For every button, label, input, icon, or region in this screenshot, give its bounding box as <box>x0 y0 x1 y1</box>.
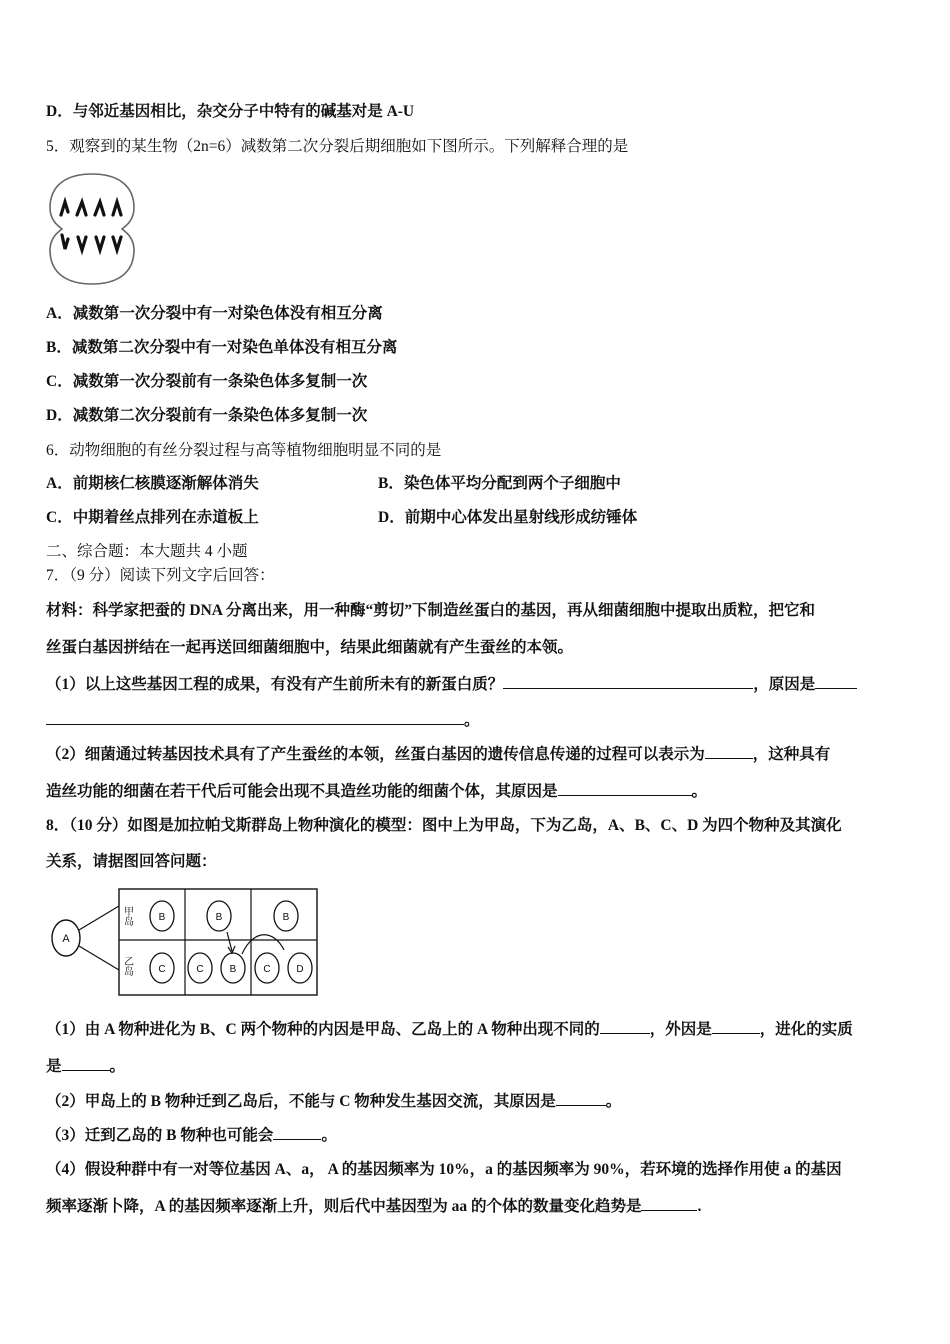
q5-option-b: B．减数第二次分裂中有一对染色单体没有相互分离 <box>46 339 398 356</box>
q6-option-a: A．前期核仁核膜逐渐解体消失 <box>46 475 259 492</box>
species-b-label: B <box>158 912 166 923</box>
q7-part1-text: （1）以上这些基因工程的成果，有没有产生前所未有的新蛋白质？ <box>46 676 504 693</box>
q7-stem: 7．（9 分）阅读下列文字后回答： <box>46 567 275 584</box>
q8-part3-end: 。 <box>321 1127 337 1144</box>
q8-part1-end: 。 <box>109 1058 126 1075</box>
q8-part1-blank1[interactable] <box>600 1019 650 1034</box>
grid-frame <box>119 889 317 995</box>
branch-to-bottom <box>79 946 119 970</box>
q8-part3-text: （3）迁到乙岛的 B 物种也可能会 <box>46 1127 274 1144</box>
species-c-label: C <box>263 964 271 975</box>
island-top-label: 甲岛 <box>121 906 133 926</box>
q6-option-b: B．染色体平均分配到两个子细胞中 <box>378 475 621 492</box>
q8-part4: （4）假设种群中有一对等位基因 A、a， A 的基因频率为 10%，a 的基因频率为 90%，若环境的选择作用使 a 的基因 <box>46 1161 842 1178</box>
q7-part2-text: （2）细菌通过转基因技术具有了产生蚕丝的本领，丝蛋白基因的遗传信息传递的过程可以表示为 <box>46 746 705 763</box>
q4-option-d: D．与邻近基因相比，杂交分子中特有的碱基对是 A-U <box>46 103 415 120</box>
species-b-label: B <box>215 912 223 923</box>
species-c-label: C <box>158 964 166 975</box>
q7-material-line2: 丝蛋白基因拼结在一起再送回细菌细胞中，结果此细菌就有产生蚕丝的本领。 <box>46 639 574 656</box>
q7-part1-blank2[interactable] <box>815 674 857 689</box>
q8-part2-text: （2）甲岛上的 B 物种迁到乙岛后，不能与 C 物种发生基因交流，其原因是 <box>46 1093 556 1110</box>
q8-part1-blank3[interactable] <box>62 1056 110 1071</box>
migration-curve <box>242 935 284 954</box>
q8-part4-cont <box>46 1196 701 1217</box>
species-b-label: B <box>229 964 237 975</box>
chromosomes-bottom <box>62 235 121 250</box>
q7-part2-end: 。 <box>691 783 708 800</box>
q8-part4-blank[interactable] <box>641 1196 697 1211</box>
q7-part1-blank3[interactable] <box>46 710 464 725</box>
q5-option-c: C．减数第一次分裂前有一条染色体多复制一次 <box>46 373 368 390</box>
chromosomes-top <box>61 202 121 215</box>
q7-part1-end: 。 <box>464 712 480 729</box>
q7-part2 <box>46 744 830 765</box>
q7-part2-cont <box>46 781 707 802</box>
q7-material-line1: 材料：科学家把蚕的 DNA 分离出来，用一种酶“剪切”下制造丝蛋白的基因，再从细菌细胞中提取出质粒，把它和 <box>46 602 815 619</box>
q6-option-c: C．中期着丝点排列在赤道板上 <box>46 509 259 526</box>
q5-option-d: D．减数第二次分裂前有一条染色体多复制一次 <box>46 407 368 424</box>
section-heading: 二、综合题：本大题共 4 小题 <box>46 543 248 560</box>
q8-part1-blank2[interactable] <box>712 1019 760 1034</box>
q6-stem: 6．动物细胞的有丝分裂过程与高等植物细胞明显不同的是 <box>46 442 442 459</box>
species-b-label: B <box>282 912 290 923</box>
q8-part3 <box>46 1125 337 1146</box>
branch-to-top <box>79 906 119 930</box>
q8-part2-end: 。 <box>605 1093 622 1110</box>
q8-part1-text: （1）由 A 物种进化为 B、C 两个物种的内因是甲岛、乙岛上的 A 物种出现不同的 <box>46 1021 600 1038</box>
q8-stem-line1: 8．（10 分）如图是加拉帕戈斯群岛上物种演化的模型：图中上为甲岛，下为乙岛，A、B、C、D 为四个物种及其演化 <box>46 817 842 834</box>
q8-stem-line2: 关系，请据图回答问题： <box>46 853 217 870</box>
island-bottom-label: 乙岛 <box>121 956 133 976</box>
q7-part1-reason: ，原因是 <box>753 676 816 693</box>
cell-outline <box>50 174 134 284</box>
speciation-diagram <box>46 884 326 1000</box>
q7-part1-blank1[interactable] <box>503 674 753 689</box>
species-a-label: A <box>62 933 70 945</box>
q8-part1-cont <box>46 1056 125 1077</box>
q8-part4-end: . <box>697 1198 702 1215</box>
q5-option-a: A．减数第一次分裂中有一对染色体没有相互分离 <box>46 305 383 322</box>
q8-part1-text3: ，进化的实质 <box>759 1021 853 1038</box>
migration-arrow <box>227 932 232 951</box>
q8-part3-blank[interactable] <box>273 1125 321 1140</box>
species-d-label: D <box>296 964 304 975</box>
q7-part1-cont <box>46 710 480 731</box>
q8-part4-text: 频率逐渐卜降，A 的基因频率逐渐上升，则后代中基因型为 aa 的个体的数量变化趋势是 <box>46 1198 642 1215</box>
q8-part1 <box>46 1019 853 1040</box>
q8-part2 <box>46 1091 621 1112</box>
q7-part2-blank2[interactable] <box>558 781 692 796</box>
q5-stem: 5．观察到的某生物（2n=6）减数第二次分裂后期细胞如下图所示。下列解释合理的是 <box>46 138 629 155</box>
q8-part1-text2: ，外因是 <box>649 1021 712 1038</box>
species-c-label: C <box>196 964 204 975</box>
meiosis-cell-figure <box>46 170 138 288</box>
q7-part1 <box>46 674 857 695</box>
q7-part2-blank1[interactable] <box>705 744 753 759</box>
q6-option-d: D．前期中心体发出星射线形成纺锤体 <box>378 509 638 526</box>
q8-part1-text4: 是 <box>46 1058 62 1075</box>
q7-part2-text3: 造丝功能的细菌在若干代后可能会出现不具造丝功能的细菌个体，其原因是 <box>46 783 558 800</box>
q8-part2-blank[interactable] <box>556 1091 606 1106</box>
q7-part2-text2: ，这种具有 <box>752 746 831 763</box>
